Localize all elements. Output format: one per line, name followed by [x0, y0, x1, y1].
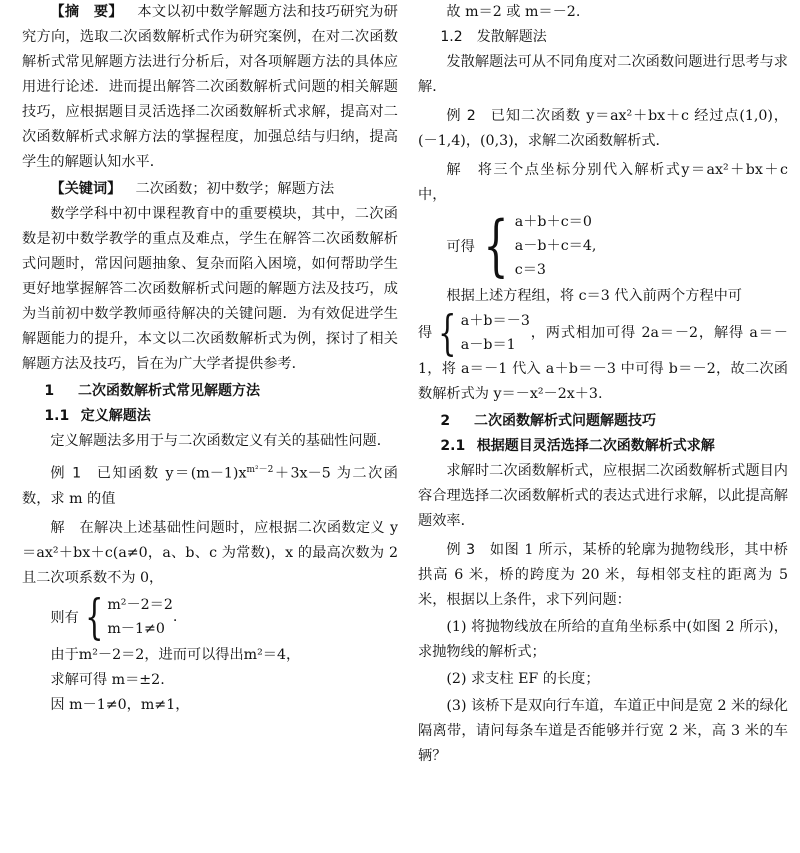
solution-1-label: 解 — [50, 519, 65, 536]
solution-1 — [22, 516, 398, 591]
section-1-1-text: 定义解题法多用于与二次函数定义有关的基础性问题． — [50, 433, 391, 449]
system-3-lines — [461, 309, 530, 357]
section-1-2-text: 发散解题法可从不同角度对二次函数问题进行思考与求解． — [418, 54, 788, 95]
line-c: 因 m－1≠0，m≠1， — [50, 696, 190, 713]
line-b: 求解可得 m＝±2. — [50, 671, 165, 688]
system-1-line-2: m－1≠0 — [107, 620, 165, 637]
system-1-line-1: m²－2＝2 — [107, 596, 173, 613]
paragraph-2-a: 根据上述方程组，将 c＝3 代入前两个方程中可 — [446, 288, 742, 304]
example-1-text-b: ＋3x－5 为二次函数，求 m 的值 — [22, 465, 398, 507]
solution-2-text: 将三个点坐标分别代入解析式y＝ax²＋bx＋c 中， — [418, 162, 788, 203]
section-1-title: 二次函数解析式常见解题方法 — [77, 383, 260, 399]
system-2-lines — [515, 210, 597, 282]
section-1-heading — [22, 379, 398, 404]
equation-system-3 — [418, 305, 530, 361]
section-1-1-heading — [22, 404, 398, 429]
keywords — [22, 177, 398, 202]
example-1-exponent: m²－2 — [246, 465, 274, 475]
question-3: (3) 该桥下是双向行车道，车道正中间是宽 2 米的绿化隔离带，请问每条车道是否能够并行宽 2 米，高 3 米的车辆？ — [418, 698, 788, 764]
section-2-1-title: 根据题目灵活选择二次函数解析式求解 — [476, 438, 715, 454]
section-2-1-heading — [418, 434, 788, 459]
right-column — [418, 0, 788, 769]
question-2: (2) 求支柱 EF 的长度； — [446, 671, 600, 687]
example-3-label: 例 3 — [446, 542, 476, 558]
section-2-number: 2 — [440, 413, 451, 429]
example-3 — [418, 538, 788, 613]
example-2-label: 例 2 — [446, 108, 476, 124]
system-3-line-1: a＋b＝－3 — [460, 313, 530, 329]
left-column — [22, 0, 398, 718]
system-2-line-3: c＝3 — [514, 262, 546, 278]
section-2-1-text: 求解时二次函数解析式，应根据二次函数解析式题目内容合理选择二次函数解析式的表达式进行求解，以此提高解题效率． — [418, 463, 788, 529]
left-brace: { — [438, 305, 457, 361]
section-2-heading — [418, 409, 788, 434]
paragraph-2-text: ，两式相加可得 2a＝－2，解得 a＝－1，将 a＝－1 代入 a＋b＝－3 中可得 b＝－2，故二次函数解析式为 y＝－x²－2x＋3. — [418, 325, 788, 402]
section-1-2-number: 1.2 — [440, 29, 463, 45]
system-3-line-2: a－b＝1 — [460, 337, 516, 353]
system-1-suffix: . — [172, 608, 178, 625]
equation-system-2 — [446, 207, 788, 284]
keywords-label: 【关键词】 — [50, 181, 122, 197]
paragraph-2-b — [418, 305, 788, 407]
example-1-text-a: 已知函数 y＝(m－1)x — [95, 465, 247, 482]
system-2-line-2: a－b＋c＝4, — [514, 238, 597, 254]
example-2-text: 已知二次函数 y＝ax²＋bx＋c 经过点(1,0)，(－1,4)，(0,3)，求解二次函数解析式． — [418, 108, 788, 149]
section-2-1-number: 2.1 — [440, 438, 466, 454]
section-1-number: 1 — [44, 383, 55, 399]
question-1: (1) 将抛物线放在所给的直角坐标系中(如图 2 所示)，求抛物线的解析式； — [418, 619, 788, 660]
system-1-lines — [107, 593, 173, 641]
example-1-label: 例 1 — [50, 465, 82, 482]
line-d: 故 m＝2 或 m＝－2. — [446, 4, 581, 20]
section-1-2-heading — [418, 25, 788, 50]
solution-2 — [418, 158, 788, 208]
solution-1-text: 在解决上述基础性问题时，应根据二次函数定义 y＝ax²＋bx＋c(a≠0，a、b、c 为常数)，x 的最高次数为 2 且二次项系数不为 0， — [22, 519, 398, 586]
system-3-prefix: 得 — [418, 324, 433, 341]
system-2-prefix: 可得 — [446, 239, 475, 255]
section-2-title: 二次函数解析式问题解题技巧 — [473, 413, 656, 429]
abstract-label: 【摘 要】 — [50, 4, 123, 20]
section-1-2-title: 发散解题法 — [476, 29, 547, 45]
abstract — [22, 0, 398, 175]
system-2-line-1: a＋b＋c＝0 — [514, 214, 592, 230]
section-1-1-title: 定义解题法 — [80, 408, 151, 424]
intro-paragraph: 数学学科中初中课程教育中的重要模块，其中，二次函数是初中数学教学的重点及难点，学生在解答二次函数解析式问题时，常因问题抽象、复杂而陷入困境，如何帮助学生更好地掌握解答二次函数解析式问题的解题方法及技巧，成为当前初中数学教师亟待解决的关键问题．为有效促进学生解题能力的提升，本文以二次函数解析式为例，探讨了相关解题方法及技巧，旨在为广大学者提供参考． — [22, 206, 398, 372]
example-1 — [22, 458, 398, 512]
solution-2-label: 解 — [446, 162, 463, 178]
left-brace: { — [84, 588, 104, 645]
example-3-text: 如图 1 所示，某桥的轮廓为抛物线形，其中桥拱高 6 米，桥的跨度为 20 米，每相邻支柱的距离为 5 米，根据以上条件，求下列问题： — [418, 542, 788, 608]
keywords-text: 二次函数；初中数学；解题方法 — [135, 181, 335, 197]
left-brace: { — [483, 207, 509, 284]
system-1-prefix: 则有 — [50, 609, 79, 626]
abstract-text: 本文以初中数学解题方法和技巧研究为研究方向，选取二次函数解析式作为研究案例，在对二次函数解析式常见解题方法进行分析后，对各项解题方法的具体应用进行论述．进而提出解答二次函数解析式问题的相关解题技巧，应根据题目灵活选择二次函数解析式求解，提高对二次函数解析式求解方法的掌握程度，加强总结与归纳，提高学生的解题认知水平． — [22, 4, 398, 170]
equation-system-1 — [50, 588, 398, 645]
example-2 — [418, 104, 788, 154]
section-1-1-number: 1.1 — [44, 408, 70, 424]
line-a: 由于m²－2＝2，进而可以得出m²＝4， — [50, 646, 301, 663]
